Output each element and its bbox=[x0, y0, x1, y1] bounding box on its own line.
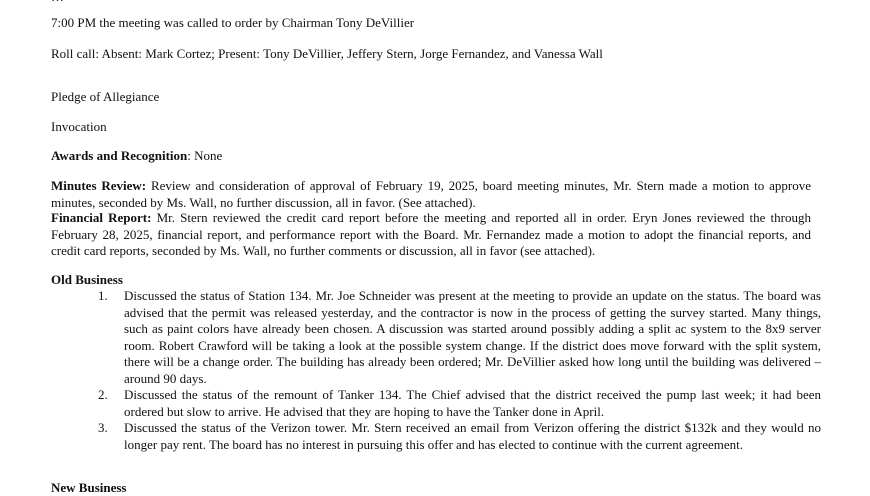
roll-call: Roll call: Absent: Mark Cortez; Present: Tony DeVillier, Jeffery Stern, Jorge Fernandez, and Vanessa Wall bbox=[51, 46, 603, 61]
new-business-heading: New Business bbox=[51, 480, 127, 495]
awards-text: : None bbox=[187, 148, 223, 163]
list-item bbox=[51, 288, 821, 387]
list-item bbox=[51, 387, 821, 420]
financial-report-label: Financial Report: bbox=[51, 210, 152, 225]
old-business-list bbox=[51, 288, 821, 453]
list-item-number: 1. bbox=[98, 288, 108, 303]
awards-section bbox=[51, 148, 222, 164]
list-item-number: 2. bbox=[98, 387, 108, 402]
list-item bbox=[51, 420, 821, 453]
list-item-number: 3. bbox=[98, 420, 108, 435]
financial-report-section bbox=[51, 210, 811, 260]
minutes-review-label: Minutes Review: bbox=[51, 178, 147, 193]
cut-off-header-line bbox=[51, 0, 64, 5]
awards-label: Awards and Recognition bbox=[51, 148, 188, 163]
financial-report-text: Mr. Stern reviewed the credit card report before the meeting and reported all in order. Eryn Jones reviewed the through February 28, 2025, financial report, and performance report with the Board. Mr. Fernandez made a motion to adopt the financial reports, and credit card reports, seconded by Ms. Wall, no further comments or discussion, all in favor (see attached). bbox=[51, 210, 811, 258]
call-to-order: 7:00 PM the meeting was called to order by Chairman Tony DeVillier bbox=[51, 15, 415, 30]
pledge-of-allegiance: Pledge of Allegiance bbox=[51, 89, 160, 104]
invocation: Invocation bbox=[51, 119, 107, 134]
minutes-review-text: Review and consideration of approval of February 19, 2025, board meeting minutes, Mr. Stern made a motion to approve minutes, seconded by Ms. Wall, no further discussion, all in favor. (See attached). bbox=[51, 178, 811, 210]
old-business-heading: Old Business bbox=[51, 272, 123, 287]
list-item-text: Discussed the status of the Verizon tower. Mr. Stern received an email from Verizon offering the district $132k and they would no longer pay rent. The board has no interest in pursuing this offer and has elected to continue with the current agreement. bbox=[124, 420, 821, 452]
minutes-review-section bbox=[51, 178, 811, 211]
list-item-text: Discussed the status of the remount of Tanker 134. The Chief advised that the district received the pump last week; it had been ordered but slow to arrive. He advised that they are hoping to have the Tanker done in April. bbox=[124, 387, 821, 419]
list-item-text: Discussed the status of Station 134. Mr. Joe Schneider was present at the meeting to provide an update on the status. The board was advised that the permit was released yesterday, and the contractor is now in the process of getting the survey started. Many things, such as paint colors have already been chosen. A discussion was started around possibly adding a split ac system to the 8x9 server room. Robert Crawford will be taking a look at the possible system change. If the district does move forward with the split system, there will be a change order. The building has already been ordered; Mr. DeVillier asked how long until the building was delivered – around 90 days. bbox=[124, 288, 821, 386]
